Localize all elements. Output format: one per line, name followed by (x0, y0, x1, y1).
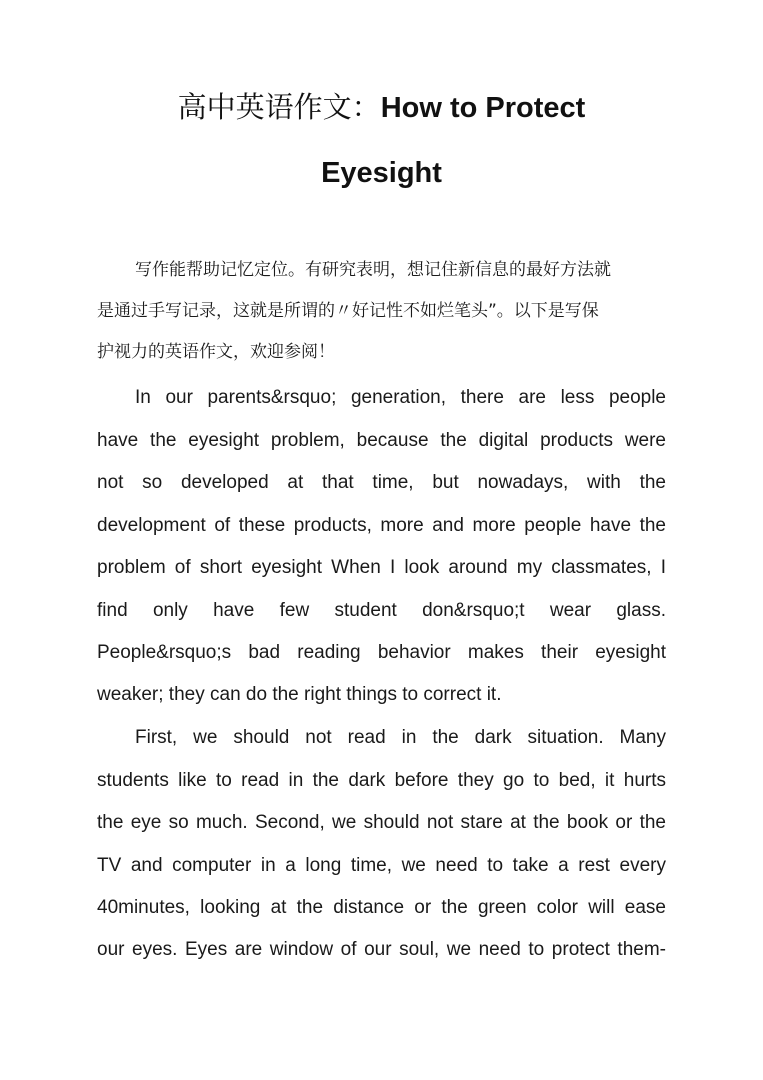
paragraph-1-line: In our parents&rsquo; generation, there are less people (135, 387, 666, 408)
paragraph-1-line: People&rsquo;s bad reading behavior makes their eyesight (97, 642, 666, 663)
paragraph-1-line: not so developed at that time, but nowadays, with the (97, 472, 666, 493)
title-english-part: How to Protect (380, 92, 586, 124)
document-title-line-1 (0, 87, 763, 128)
paragraph-2-line: First, we should not read in the dark situation. Many (135, 727, 666, 748)
paragraph-1-line: find only have few student don&rsquo;t wear glass. (97, 600, 666, 621)
paragraph-2-line: students like to read in the dark before they go to bed, it hurts (97, 770, 666, 791)
intro-line: 是通过手写记录，这就是所谓的〃好记性不如烂笔头”。以下是写保 (97, 301, 599, 321)
intro-line: 护视力的英语作文，欢迎参阅！ (97, 342, 335, 362)
paragraph-1-line: weaker; they can do the right things to correct it. (97, 684, 502, 705)
intro-line: 写作能帮助记忆定位。有研究表明，想记住新信息的最好方法就 (135, 260, 611, 280)
paragraph-2-line: our eyes. Eyes are window of our soul, we need to protect them- (97, 939, 666, 960)
paragraph-1-line: development of these products, more and more people have the (97, 515, 666, 536)
paragraph-1-line: have the eyesight problem, because the digital products were (97, 430, 666, 451)
document-title-line-2 (0, 152, 763, 193)
paragraph-1-line: problem of short eyesight When I look around my classmates, I (97, 557, 666, 578)
paragraph-2-line: 40minutes, looking at the distance or the green color will ease (97, 897, 666, 918)
title-english-continuation: Eyesight (321, 157, 442, 189)
title-chinese-prefix: 高中英语作文： (177, 90, 381, 124)
paragraph-2-line: the eye so much. Second, we should not stare at the book or the (97, 812, 666, 833)
paragraph-2-line: TV and computer in a long time, we need to take a rest every (97, 855, 666, 876)
